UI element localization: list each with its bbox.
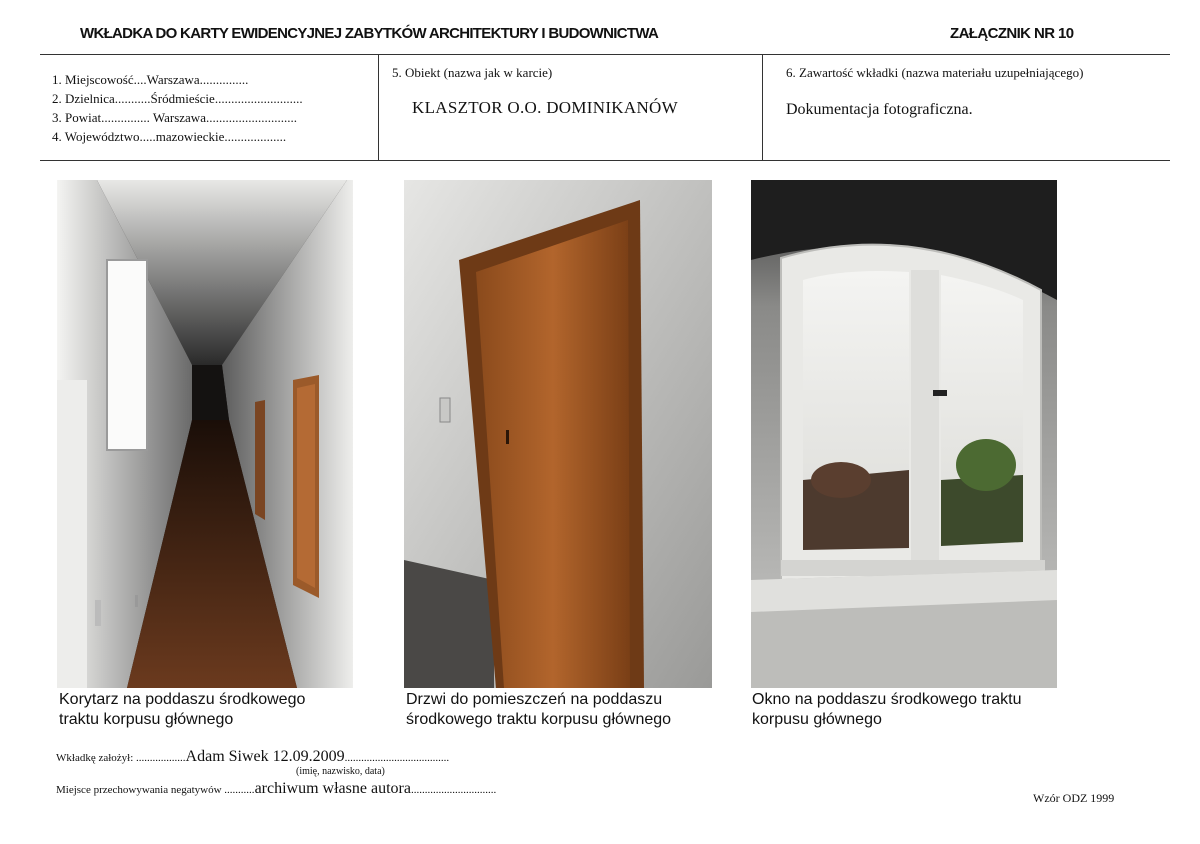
annex-number: ZAŁĄCZNIK NR 10: [950, 25, 1074, 42]
negatives-trail: ...............................: [410, 784, 497, 796]
model-label: Wzór ODZ 1999: [1033, 791, 1115, 805]
photo-door: [404, 180, 712, 688]
location-item-city: 1. Miejscowość....Warszawa...............: [52, 72, 249, 87]
divider-left: [378, 54, 379, 160]
author-note: (imię, nazwisko, data): [296, 766, 385, 777]
photo-window: [751, 180, 1057, 688]
caption-window-line2: korpusu głównego: [752, 711, 882, 728]
author-line: [56, 748, 449, 766]
author-label: Wkładkę założył: ..................: [56, 752, 186, 764]
author-trail: ......................................: [344, 752, 450, 764]
top-rule: [40, 54, 1170, 55]
caption-corridor-line1: Korytarz na poddaszu środkowego: [59, 691, 306, 708]
caption-window-line1: Okno na poddaszu środkowego traktu: [752, 691, 1022, 708]
content-label: 6. Zawartość wkładki (nazwa materiału uzupełniającego): [786, 65, 1084, 80]
location-item-voivodeship: 4. Województwo.....mazowieckie...................: [52, 129, 287, 144]
caption-corridor-line2: traktu korpusu głównego: [59, 711, 234, 728]
object-name: KLASZTOR O.O. DOMINIKANÓW: [412, 98, 678, 117]
negatives-label: Miejsce przechowywania negatywów ...........: [56, 784, 255, 796]
bottom-rule: [40, 160, 1170, 161]
caption-door: [406, 690, 726, 730]
divider-right: [762, 54, 763, 160]
caption-door-line2: środkowego traktu korpusu głównego: [406, 711, 672, 728]
location-item-district: 2. Dzielnica...........Śródmieście...........................: [52, 91, 303, 106]
content-value: Dokumentacja fotograficzna.: [786, 101, 973, 118]
object-label: 5. Obiekt (nazwa jak w karcie): [392, 65, 553, 80]
caption-corridor: [59, 690, 379, 730]
header-title: WKŁADKA DO KARTY EWIDENCYJNEJ ZABYTKÓW ARCHITEKTURY I BUDOWNICTWA: [80, 25, 659, 42]
caption-door-line1: Drzwi do pomieszczeń na poddaszu: [406, 691, 663, 708]
negatives-value: archiwum własne autora: [254, 780, 411, 797]
author-value: Adam Siwek 12.09.2009: [185, 748, 345, 765]
location-item-county: 3. Powiat............... Warszawa............................: [52, 110, 297, 125]
photo-corridor: [57, 180, 353, 688]
negatives-line: [56, 780, 496, 798]
caption-window: [752, 690, 1072, 730]
location-list: [52, 70, 303, 146]
